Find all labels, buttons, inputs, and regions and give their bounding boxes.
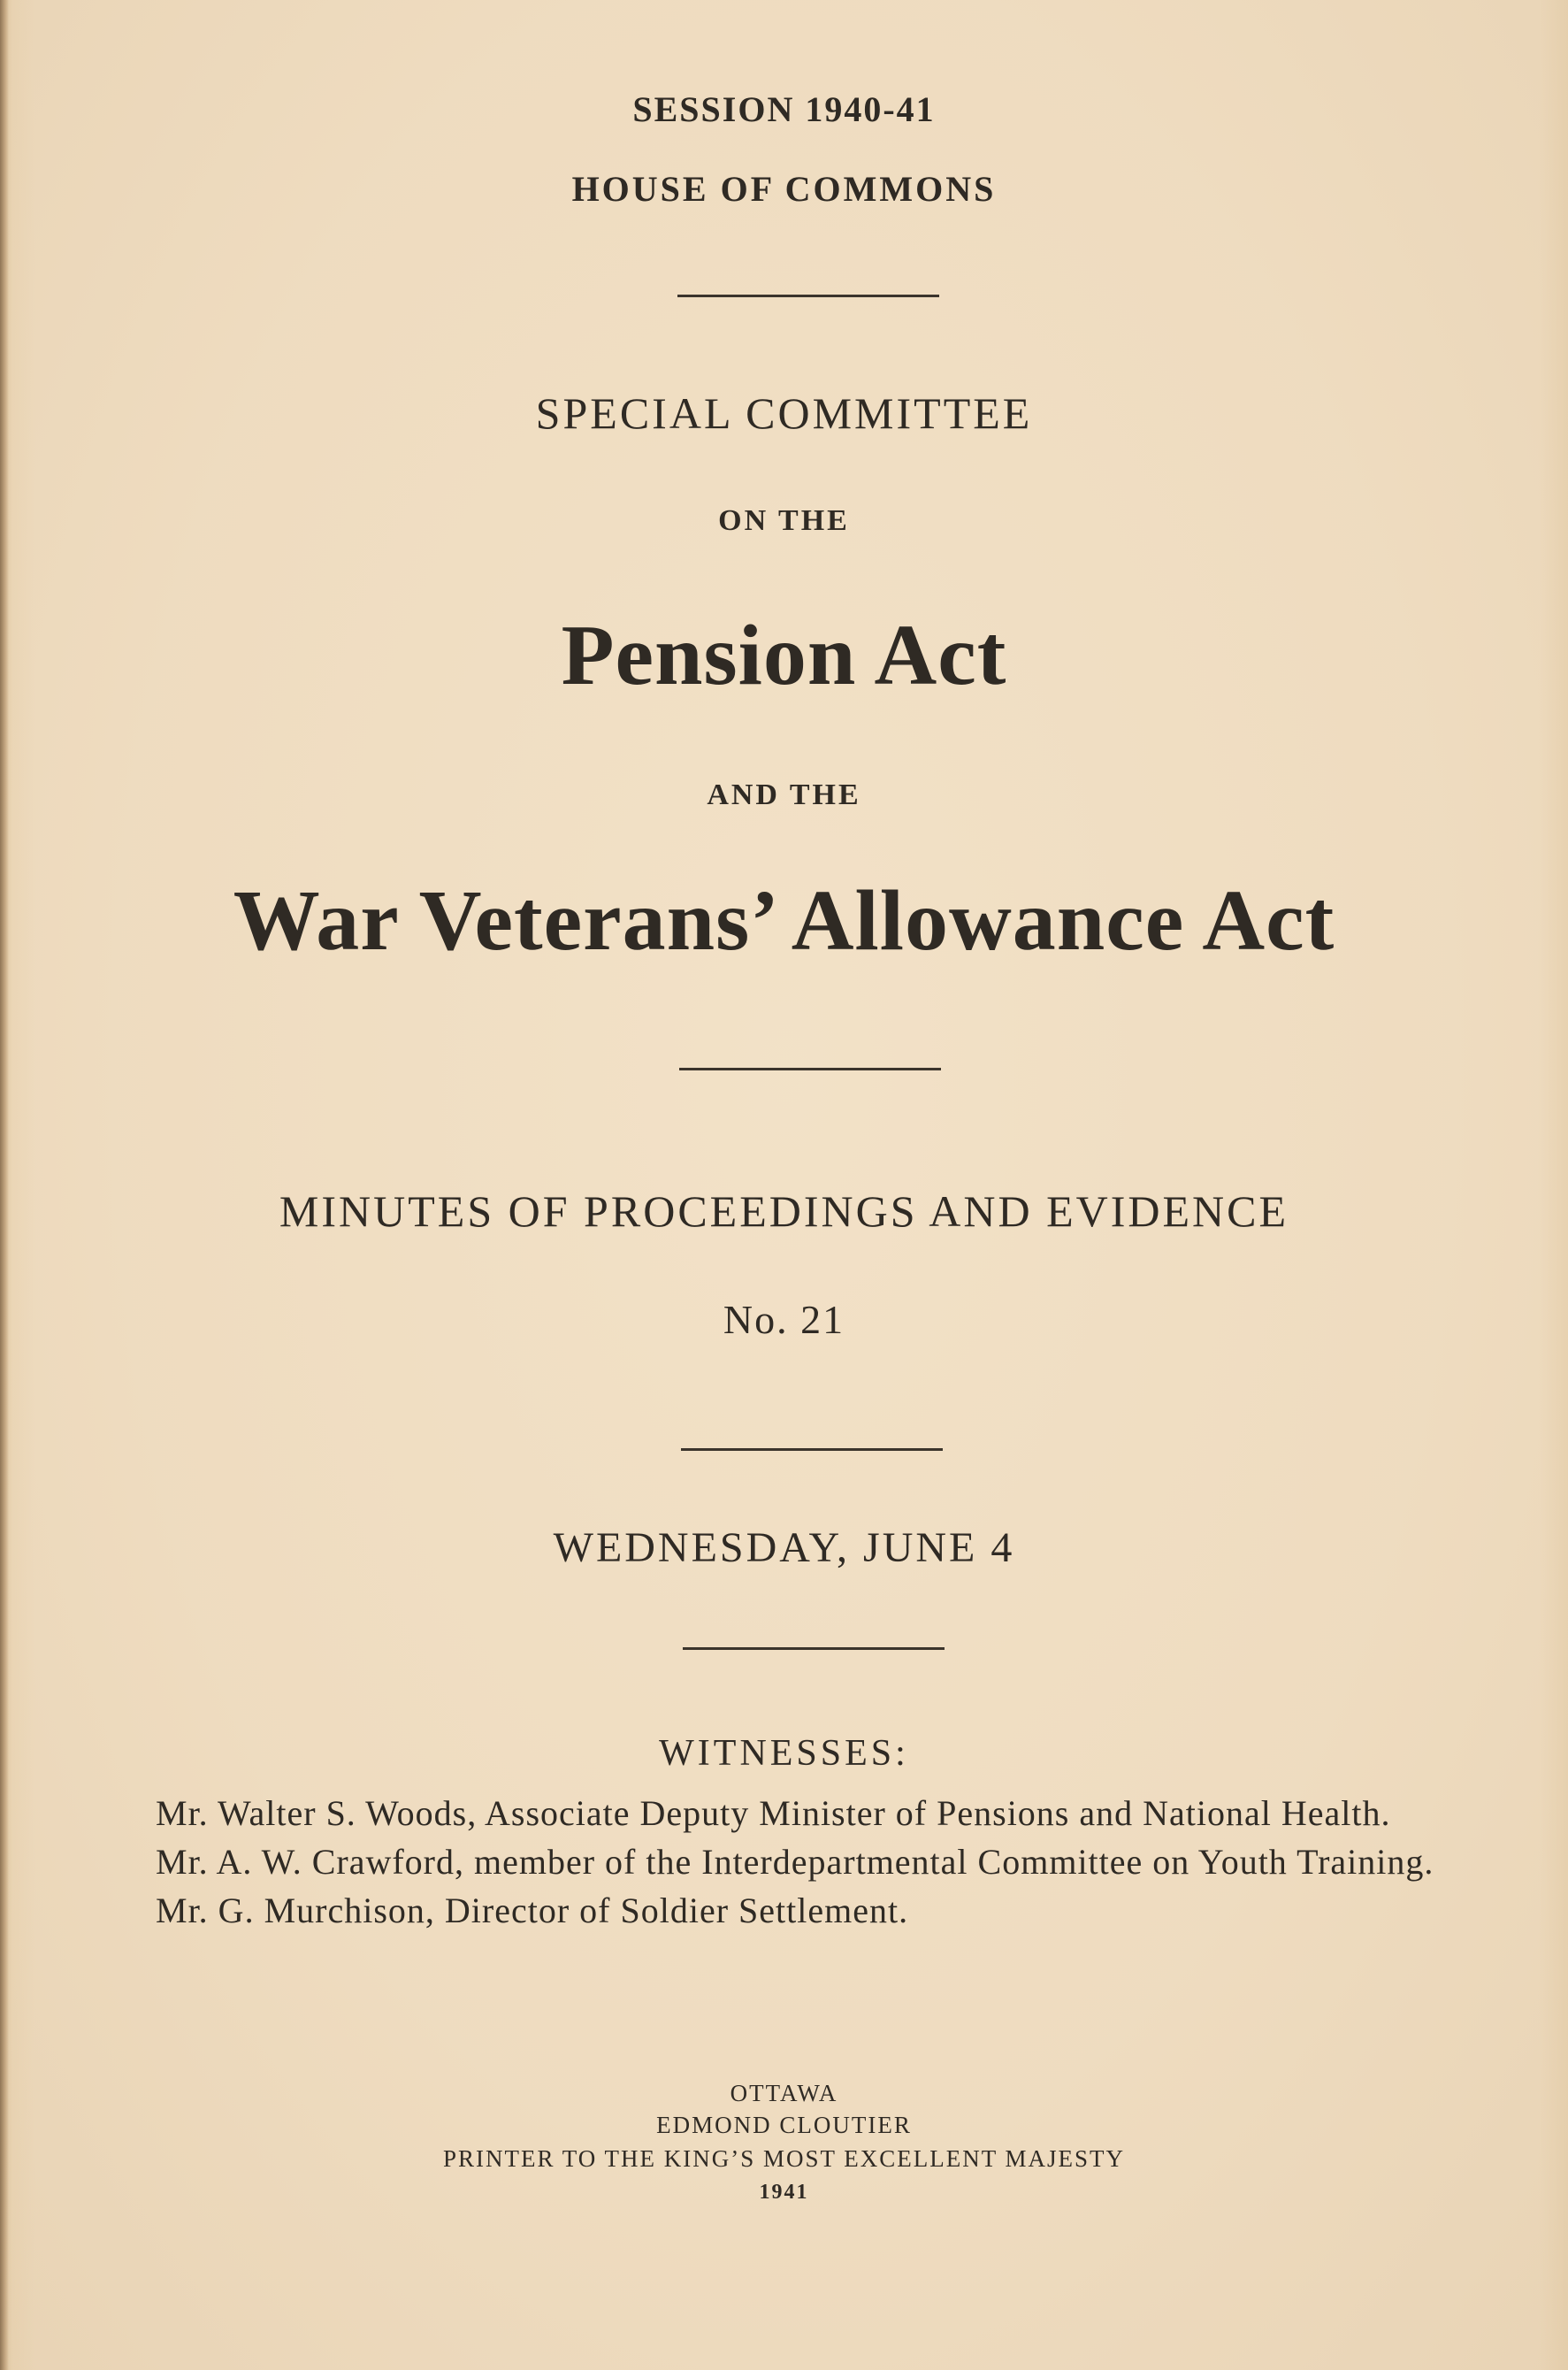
witness-entry: Mr. Walter S. Woods, Associate Deputy Minister of Pensions and National Health. [156,1793,1391,1833]
witness-entry: Mr. G. Murchison, Director of Soldier Settlement. [156,1891,909,1930]
imprint-printer: EDMOND CLOUTIER [656,2112,912,2138]
divider-rule [679,1068,941,1070]
session-line: SESSION 1940-41 [632,89,936,129]
witness-list [156,1791,1473,1937]
meeting-date: WEDNESDAY, JUNE 4 [553,1524,1015,1571]
connector-on-the: ON THE [718,504,850,537]
witness-entry: Mr. A. W. Crawford, member of the Interdepartmental Committee on Youth Training. [156,1842,1434,1882]
issue-number: No. 21 [723,1297,845,1342]
witnesses-heading: WITNESSES: [659,1733,909,1774]
committee-heading: SPECIAL COMMITTEE [535,388,1033,438]
divider-rule [681,1448,943,1451]
act-title-war-veterans: War Veterans’ Allowance Act [233,873,1335,969]
house-line: HOUSE OF COMMONS [571,169,997,209]
imprint-year: 1941 [759,2181,809,2204]
imprint-city: OTTAWA [730,2080,838,2106]
divider-rule [683,1647,945,1650]
connector-and-the: AND THE [707,778,861,811]
minutes-heading: MINUTES OF PROCEEDINGS AND EVIDENCE [279,1186,1289,1236]
imprint-printer-title: PRINTER TO THE KING’S MOST EXCELLENT MAJESTY [442,2145,1126,2172]
divider-rule [677,295,939,297]
act-title-pension: Pension Act [561,608,1007,703]
